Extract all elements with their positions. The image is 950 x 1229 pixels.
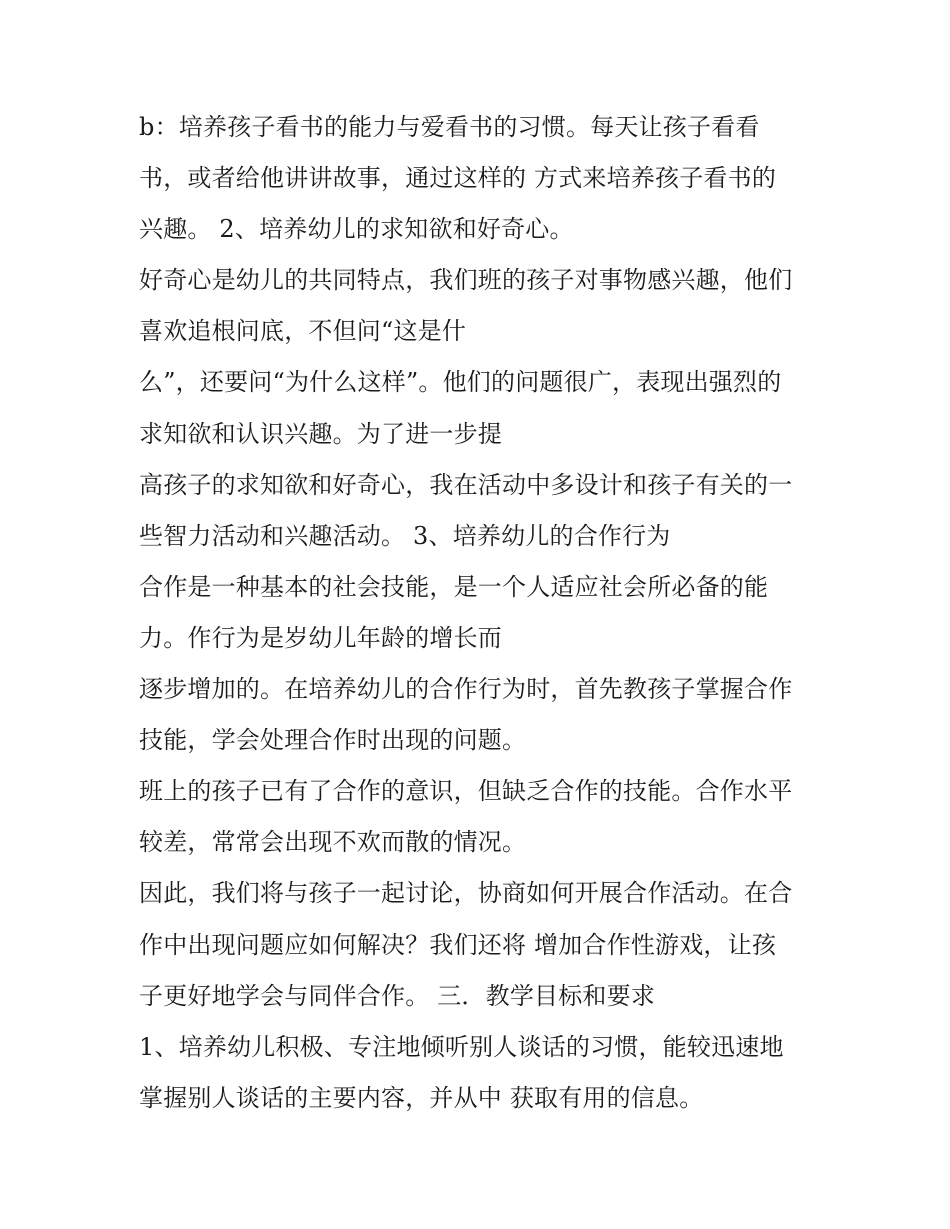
text-line: 书，或者给他讲讲故事，通过这样的 方式来培养孩子看书的: [139, 164, 777, 193]
text-line: 求知欲和认识兴趣。为了进一步提: [139, 419, 502, 448]
text-line: 力。作行为是岁幼儿年龄的增长而: [139, 623, 502, 652]
text-line: 掌握别人谈话的主要内容，并从中 获取有用的信息。: [139, 1083, 704, 1112]
text-line: 高孩子的求知欲和好奇心，我在活动中多设计和孩子有关的一: [139, 470, 793, 499]
text-line: 些智力活动和兴趣活动。 3、培养幼儿的合作行为: [139, 521, 671, 550]
text-line: 技能，学会处理合作时出现的问题。: [139, 726, 527, 755]
document-body: [139, 110, 829, 1132]
text-line: b：培养孩子看书的能力与爱看书的习惯。每天让孩子看看: [139, 113, 760, 141]
text-line: 作中出现问题应如何解决？我们还将 增加合作性游戏，让孩: [139, 930, 777, 959]
text-line: 么”，还要问“为什么这样”。他们的问题很广，表现出强烈的: [139, 368, 782, 397]
text-line: 因此，我们将与孩子一起讨论，协商如何开展合作活动。在合: [139, 879, 793, 908]
text-line: 较差，常常会出现不欢而散的情况。: [139, 828, 527, 857]
text-line: 1、培养幼儿积极、专注地倾听别人谈话的习惯，能较迅速地: [139, 1032, 784, 1061]
text-line: 班上的孩子已有了合作的意识，但缺乏合作的技能。合作水平: [139, 777, 793, 806]
text-line: 子更好地学会与同伴合作。 三．教学目标和要求: [139, 981, 656, 1010]
text-line: 合作是一种基本的社会技能，是一个人适应社会所必备的能: [139, 572, 769, 601]
text-line: 逐步增加的。在培养幼儿的合作行为时，首先教孩子掌握合作: [139, 675, 793, 704]
text-line: 兴趣。 2、培养幼儿的求知欲和好奇心。: [139, 215, 574, 244]
text-line: 好奇心是幼儿的共同特点，我们班的孩子对事物感兴趣，他们: [139, 266, 793, 295]
text-line: 喜欢追根问底，不但问“这是什: [139, 317, 467, 346]
